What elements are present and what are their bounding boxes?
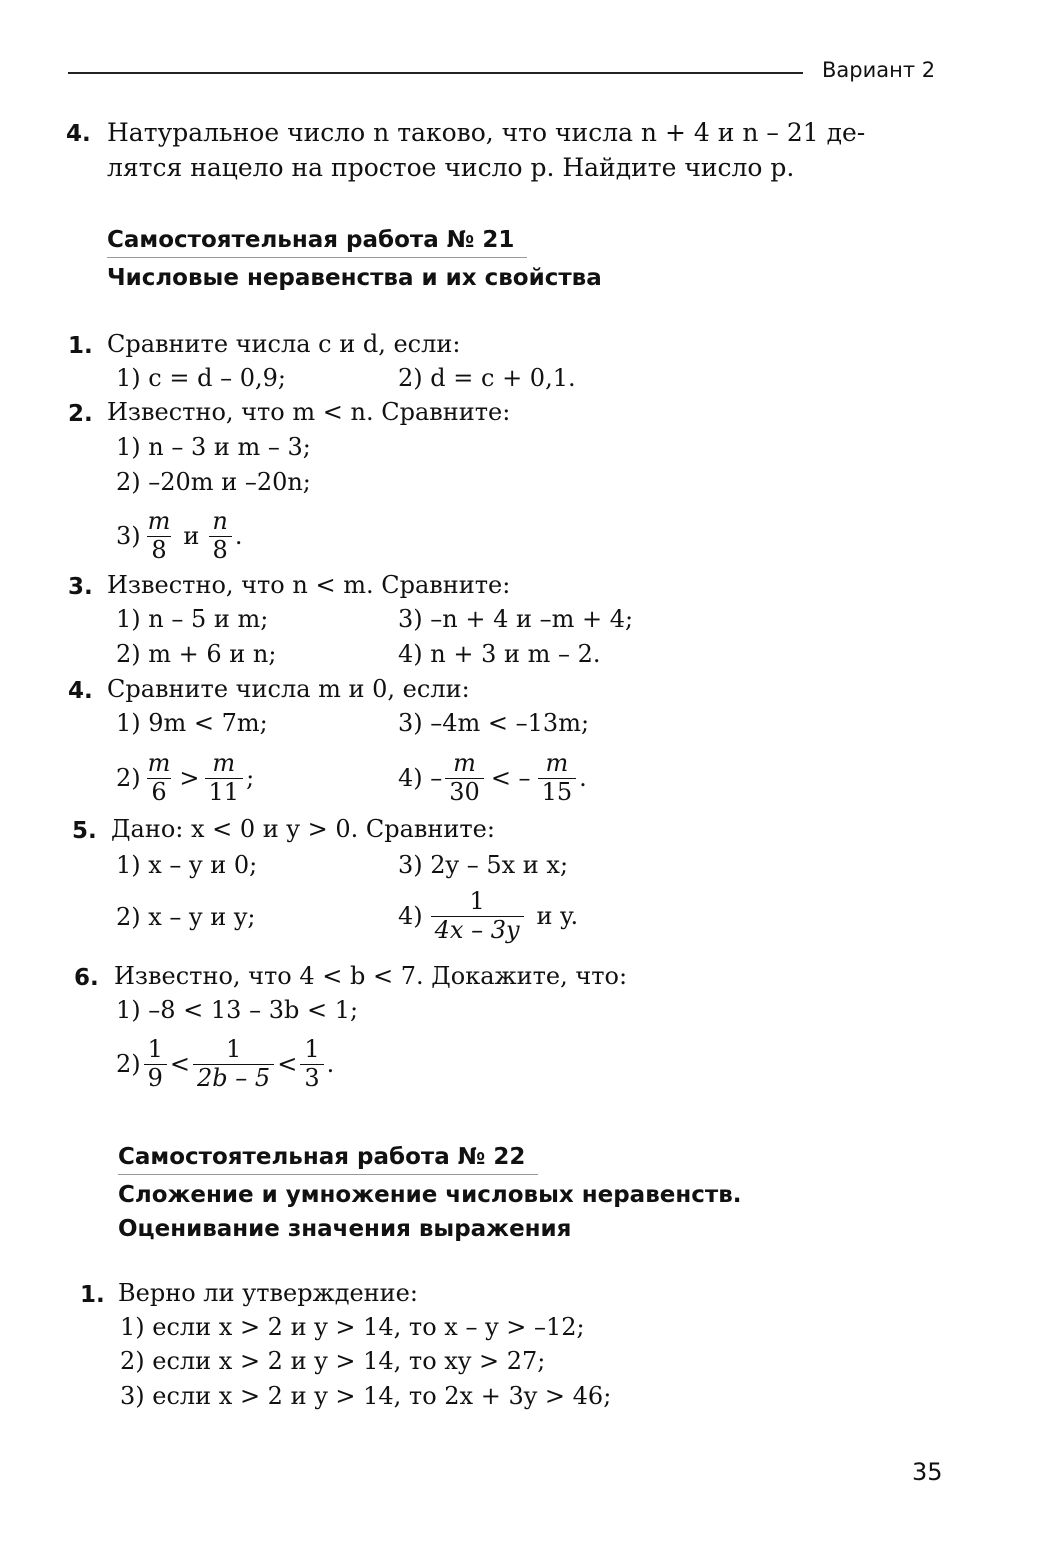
w21-task3-text: Известно, что n < m. Сравните: — [107, 571, 511, 599]
w21-task4-item1: 1) 9m < 7m; — [116, 709, 268, 737]
w22-task1-item1: 1) если x > 2 и y > 14, то x – y > –12; — [120, 1313, 585, 1341]
work22-title: Самостоятельная работа № 22 — [118, 1144, 526, 1170]
w21-task3-item4: 4) n + 3 и m – 2. — [398, 640, 601, 668]
header-rule — [68, 72, 803, 74]
w21-task2-item1: 1) n – 3 и m – 3; — [116, 433, 311, 461]
fraction: $\frac{m}{15}$ — [538, 750, 577, 806]
fraction: $\frac{1}{2b - 5}$ — [193, 1036, 274, 1092]
fraction: $\frac{m}{11}$ — [205, 750, 244, 806]
w21-task3-item3: 3) –n + 4 и –m + 4; — [398, 605, 634, 633]
w21-task4-item4: 4) – $\frac{m}{30}$ < – $\frac{m}{15}$ . — [398, 749, 587, 806]
fraction: $\frac{n}{8}$ — [208, 508, 231, 564]
w22-task1-text: Верно ли утверждение: — [118, 1279, 418, 1307]
w21-task2-number: 2. — [68, 401, 93, 427]
w21-task5-text: Дано: x < 0 и y > 0. Сравните: — [111, 815, 495, 843]
variant-label: Вариант 2 — [822, 58, 936, 82]
w21-task3-item1: 1) n – 5 и m; — [116, 605, 269, 633]
work22-subtitle-line2: Оценивание значения выражения — [118, 1216, 572, 1242]
work21-subtitle: Числовые неравенства и их свойства — [107, 265, 602, 291]
w21-task4-number: 4. — [68, 678, 93, 704]
fraction: $\frac{m}{30}$ — [445, 750, 484, 806]
w21-task6-item2: 2) $\frac{1}{9}$ < $\frac{1}{2b - 5}$ < $\frac{1}{3}$ . — [116, 1035, 335, 1092]
w21-task3-number: 3. — [68, 574, 93, 600]
work22-subtitle-line1: Сложение и умножение числовых неравенств. — [118, 1182, 742, 1208]
w21-task5-item2: 2) x – y и y; — [116, 903, 256, 931]
w21-task5-item3: 3) 2y – 5x и x; — [398, 851, 569, 879]
w21-task3-item2: 2) m + 6 и n; — [116, 640, 277, 668]
w21-task1-item2: 2) d = c + 0,1. — [398, 364, 576, 392]
w21-task5-item4: 4) $\frac{1}{4x - 3y}$ и y. — [398, 887, 579, 944]
w21-task1-number: 1. — [68, 333, 93, 359]
w21-task2-item3: 3) $\frac{m}{8}$ и $\frac{n}{8}$ . — [116, 507, 243, 564]
work21-title-underline — [107, 257, 527, 258]
w21-task5-number: 5. — [72, 818, 97, 844]
w21-task4-text: Сравните числа m и 0, если: — [107, 675, 470, 703]
fraction: $\frac{m}{6}$ — [147, 749, 171, 806]
work22-title-underline — [118, 1174, 538, 1175]
w21-task5-item1: 1) x – y и 0; — [116, 851, 258, 879]
prev-task-line1: Натуральное число n таково, что числа n + 4 и n – 21 де- — [107, 118, 866, 147]
prev-task-line2: лятся нацело на простое число p. Найдите число p. — [107, 153, 795, 182]
w21-task6-item1: 1) –8 < 13 – 3b < 1; — [116, 996, 359, 1024]
w21-task2-item2: 2) –20m и –20n; — [116, 468, 311, 496]
w22-task1-item2: 2) если x > 2 и y > 14, то xy > 27; — [120, 1347, 546, 1375]
fraction: $\frac{1}{3}$ — [300, 1036, 323, 1092]
w21-task4-item2: 2) $\frac{m}{6}$ > $\frac{m}{11}$ ; — [116, 749, 255, 806]
w21-task1-text: Сравните числа c и d, если: — [107, 330, 461, 358]
w22-task1-item3: 3) если x > 2 и y > 14, то 2x + 3y > 46; — [120, 1382, 612, 1410]
prev-task-number: 4. — [66, 121, 91, 147]
fraction: $\frac{1}{4x - 3y}$ — [431, 888, 524, 944]
page-number: 35 — [912, 1458, 943, 1486]
w22-task1-number: 1. — [80, 1282, 105, 1308]
w21-task6-text: Известно, что 4 < b < 7. Докажите, что: — [114, 962, 628, 990]
w21-task1-item1: 1) c = d – 0,9; — [116, 364, 286, 392]
w21-task4-item3: 3) –4m < –13m; — [398, 709, 590, 737]
work21-title: Самостоятельная работа № 21 — [107, 227, 515, 253]
w21-task6-number: 6. — [74, 965, 99, 991]
w21-task2-text: Известно, что m < n. Сравните: — [107, 398, 511, 426]
fraction: $\frac{m}{8}$ — [147, 507, 171, 564]
fraction: $\frac{1}{9}$ — [144, 1036, 167, 1092]
